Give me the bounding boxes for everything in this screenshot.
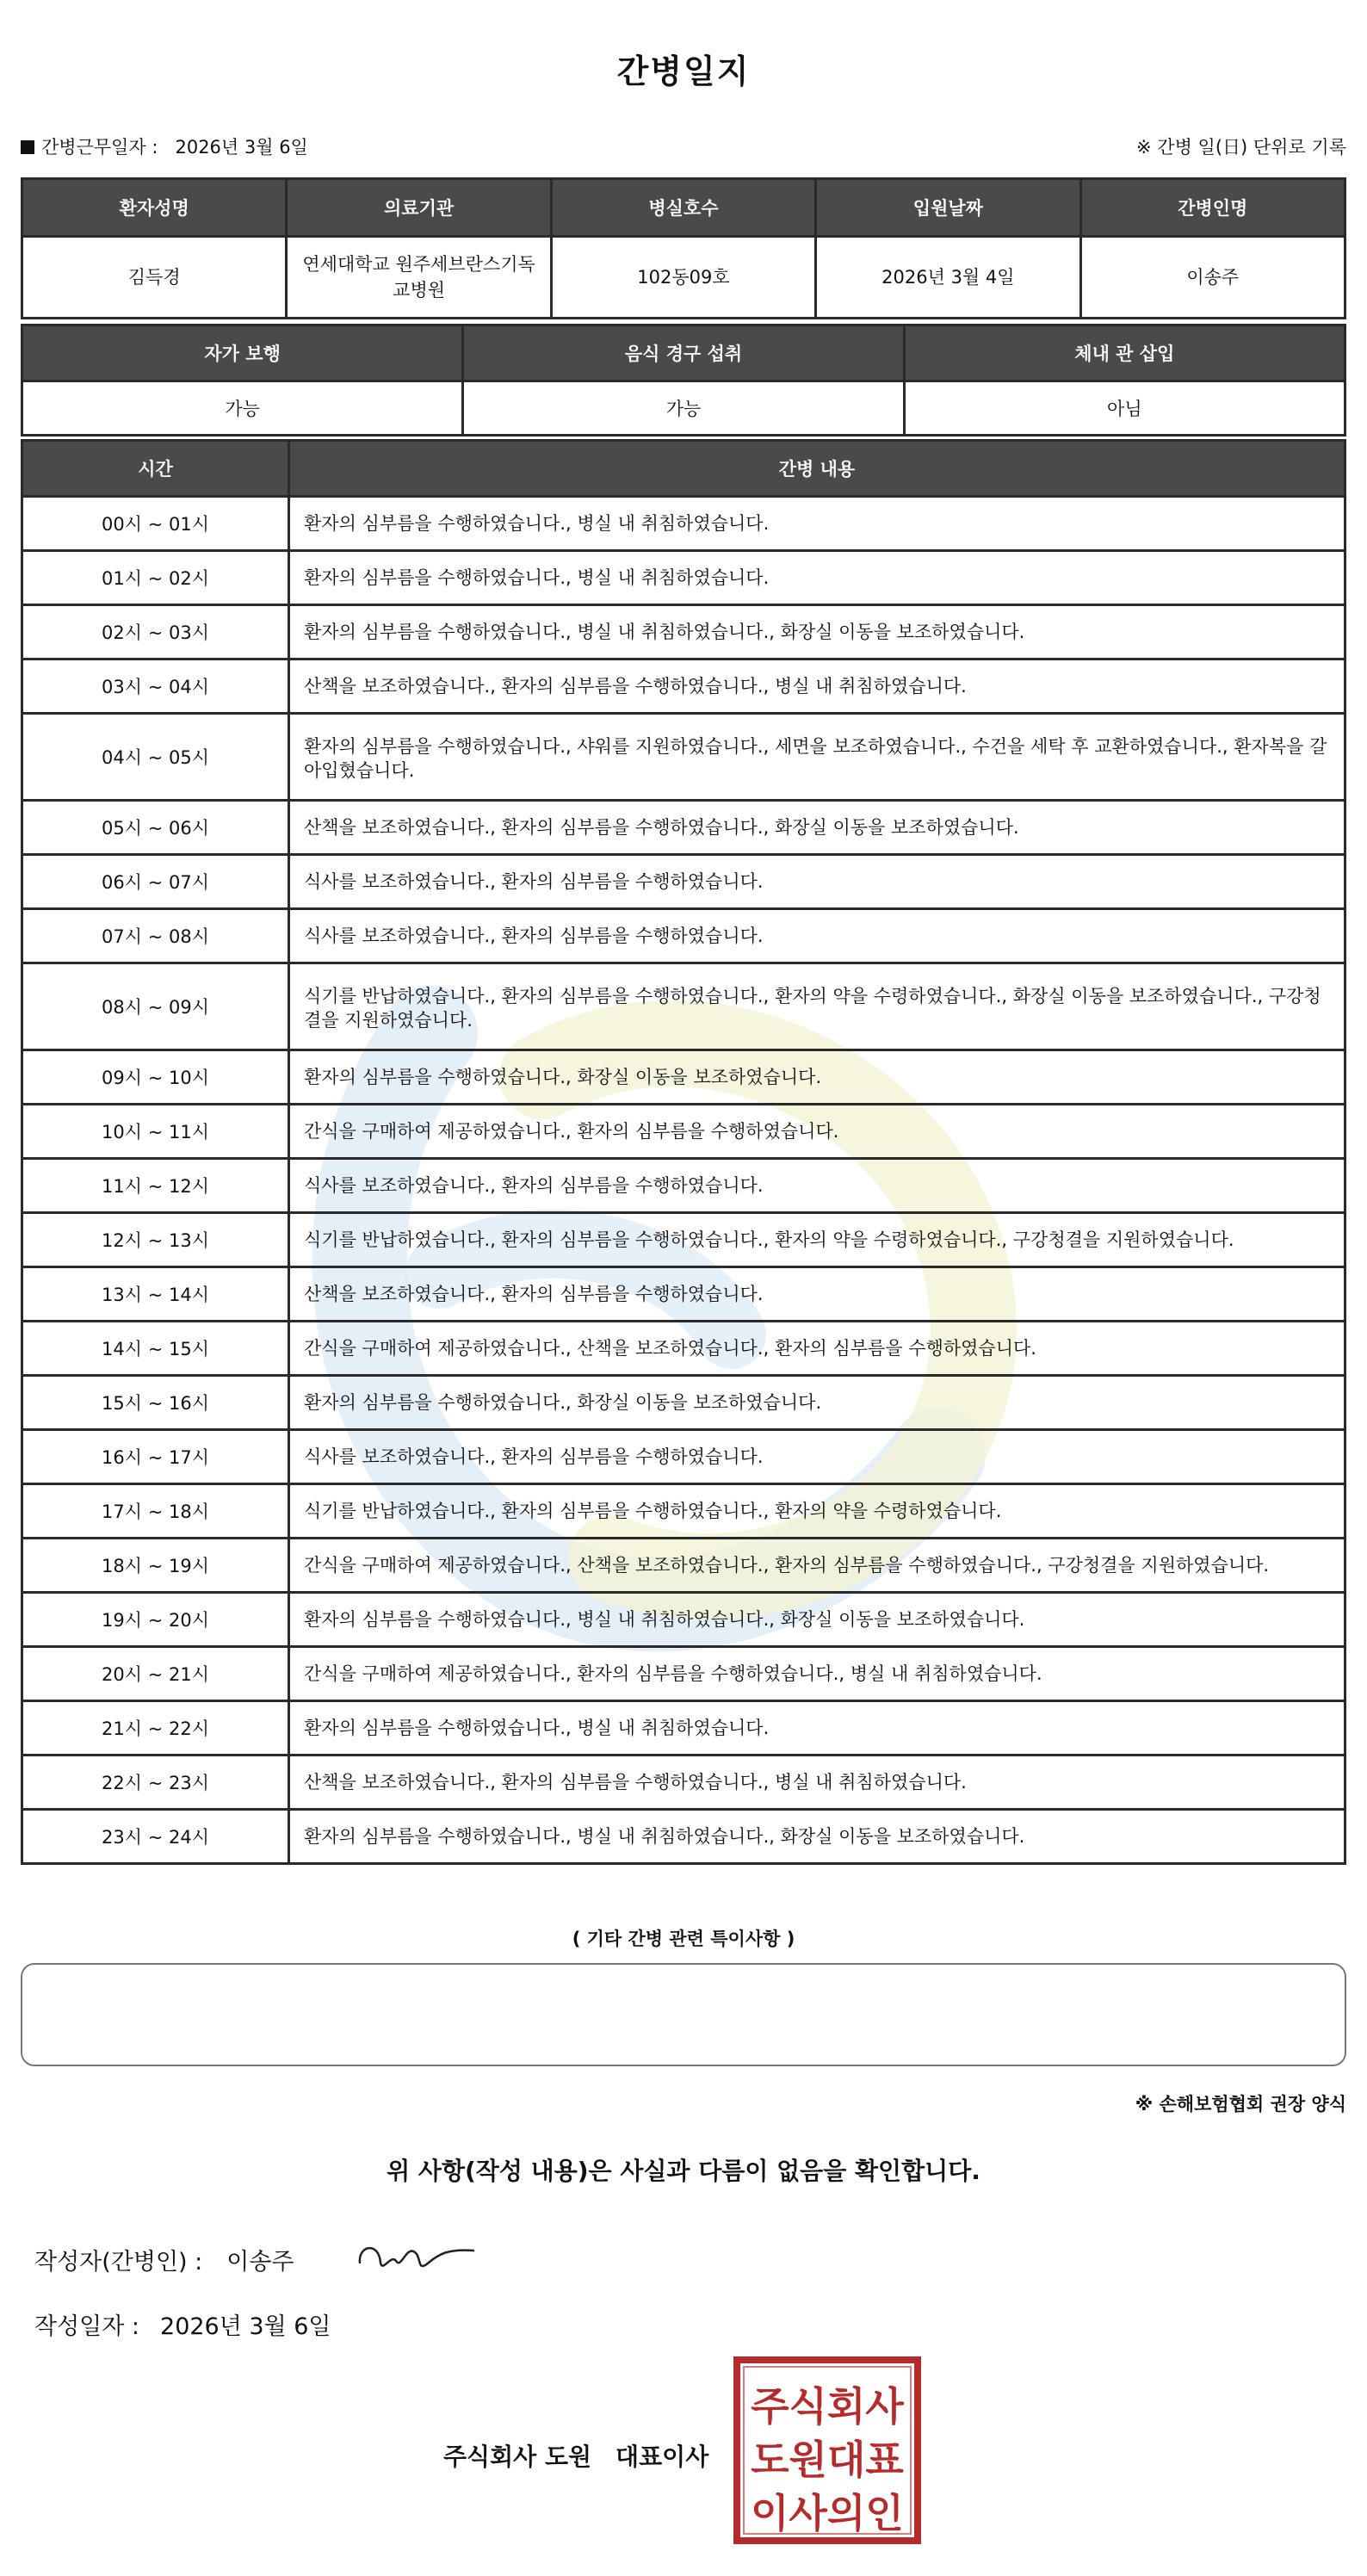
content-cell: 식사를 보조하였습니다., 환자의 심부름을 수행하였습니다. [289, 1430, 1345, 1484]
table-row [22, 1701, 1345, 1756]
patient-info-table [21, 177, 1346, 319]
content-cell: 식기를 반납하였습니다., 환자의 심부름을 수행하였습니다., 환자의 약을 수령하였습니다., 화장실 이동을 보조하였습니다., 구강청결을 지원하였습니다. [289, 963, 1345, 1050]
content-cell: 식사를 보조하였습니다., 환자의 심부름을 수행하였습니다. [289, 1159, 1345, 1213]
writer-label: 작성자(간병인) : [34, 2249, 203, 2276]
table-row [22, 1647, 1345, 1701]
table-row [22, 1593, 1345, 1647]
time-cell: 18시 ~ 19시 [22, 1539, 289, 1593]
time-cell: 20시 ~ 21시 [22, 1647, 289, 1701]
header-patient-name: 환자성명 [22, 179, 287, 237]
table-row [22, 1050, 1345, 1105]
table-row [22, 1756, 1345, 1810]
caregiver-name: 이송주 [1080, 237, 1345, 319]
content-cell: 식기를 반납하였습니다., 환자의 심부름을 수행하였습니다., 환자의 약을 수령하였습니다., 구강청결을 지원하였습니다. [289, 1213, 1345, 1267]
content-cell: 간식을 구매하여 제공하였습니다., 산책을 보조하였습니다., 환자의 심부름을 수행하였습니다. [289, 1322, 1345, 1376]
hospital-name: 연세대학교 원주세브란스기독교병원 [287, 237, 551, 319]
oral-intake-value: 가능 [463, 381, 904, 436]
table-row [22, 659, 1345, 714]
table-row [22, 1810, 1345, 1864]
table-row [22, 605, 1345, 659]
ceo-title: 대표이사 [615, 2443, 709, 2471]
content-cell: 환자의 심부름을 수행하였습니다., 병실 내 취침하였습니다. [289, 497, 1345, 551]
header-time: 시간 [22, 441, 289, 497]
work-date-label: 간병근무일자 : [41, 137, 158, 158]
table-row [22, 1430, 1345, 1484]
company-name: 주식회사 도원 [443, 2443, 592, 2471]
time-cell: 10시 ~ 11시 [22, 1105, 289, 1159]
written-date-label: 작성일자 : [34, 2313, 140, 2340]
recommend-note: ※ 손해보험협회 권장 양식 [1135, 2094, 1346, 2115]
content-cell: 환자의 심부름을 수행하였습니다., 병실 내 취침하였습니다., 화장실 이동을 보조하였습니다. [289, 605, 1345, 659]
content-cell: 산책을 보조하였습니다., 환자의 심부름을 수행하였습니다., 병실 내 취침하였습니다. [289, 1756, 1345, 1810]
writer-line [34, 2243, 294, 2276]
special-notes-box [21, 1963, 1346, 2066]
table-header-row [22, 441, 1345, 497]
table-row [22, 714, 1345, 801]
time-cell: 12시 ~ 13시 [22, 1213, 289, 1267]
written-date-value: 2026년 3월 6일 [160, 2313, 331, 2340]
svg-text:도원대표: 도원대표 [751, 2437, 904, 2483]
content-cell: 환자의 심부름을 수행하였습니다., 화장실 이동을 보조하였습니다. [289, 1376, 1345, 1430]
table-row [22, 381, 1345, 436]
content-cell: 환자의 심부름을 수행하였습니다., 병실 내 취침하였습니다., 화장실 이동을 보조하였습니다. [289, 1810, 1345, 1864]
self-walking-value: 가능 [22, 381, 463, 436]
content-cell: 식사를 보조하였습니다., 환자의 심부름을 수행하였습니다. [289, 909, 1345, 963]
time-cell: 19시 ~ 20시 [22, 1593, 289, 1647]
time-cell: 15시 ~ 16시 [22, 1376, 289, 1430]
page-title: 간병일지 [616, 53, 751, 90]
table-row [22, 1105, 1345, 1159]
header-self-walking: 자가 보행 [22, 325, 463, 381]
content-cell: 환자의 심부름을 수행하였습니다., 샤워를 지원하였습니다., 세면을 보조하였습니다., 수건을 세탁 후 교환하였습니다., 환자복을 갈아입혔습니다. [289, 714, 1345, 801]
content-cell: 환자의 심부름을 수행하였습니다., 병실 내 취침하였습니다. [289, 1701, 1345, 1756]
time-cell: 08시 ~ 09시 [22, 963, 289, 1050]
header-care-content: 간병 내용 [289, 441, 1345, 497]
table-row [22, 1322, 1345, 1376]
time-cell: 09시 ~ 10시 [22, 1050, 289, 1105]
header-hospital: 의료기관 [287, 179, 551, 237]
content-cell: 산책을 보조하였습니다., 환자의 심부름을 수행하였습니다., 화장실 이동을 보조하였습니다. [289, 801, 1345, 855]
confirmation-statement: 위 사항(작성 내용)은 사실과 다름이 없음을 확인합니다. [387, 2157, 980, 2185]
patient-name: 김득경 [22, 237, 287, 319]
header-caregiver-name: 간병인명 [1080, 179, 1345, 237]
written-date-line [34, 2307, 331, 2341]
time-cell: 05시 ~ 06시 [22, 801, 289, 855]
table-row [22, 1213, 1345, 1267]
time-cell: 13시 ~ 14시 [22, 1267, 289, 1322]
table-row [22, 1539, 1345, 1593]
content-cell: 환자의 심부름을 수행하였습니다., 병실 내 취침하였습니다. [289, 551, 1345, 605]
company-seal-stamp [732, 2355, 923, 2546]
table-row [22, 551, 1345, 605]
content-cell: 식사를 보조하였습니다., 환자의 심부름을 수행하였습니다. [289, 855, 1345, 909]
signature-mark [353, 2228, 482, 2280]
table-row [22, 801, 1345, 855]
time-cell: 11시 ~ 12시 [22, 1159, 289, 1213]
table-row [22, 909, 1345, 963]
room-number: 102동09호 [551, 237, 815, 319]
table-row [22, 237, 1345, 319]
table-header-row [22, 179, 1345, 237]
time-cell: 17시 ~ 18시 [22, 1484, 289, 1539]
tube-insertion-value: 아님 [904, 381, 1345, 436]
company-line [443, 2438, 708, 2473]
work-date-value: 2026년 3월 6일 [175, 137, 308, 158]
meta-row [21, 133, 1346, 161]
header-oral-intake: 음식 경구 섭취 [463, 325, 904, 381]
content-cell: 산책을 보조하였습니다., 환자의 심부름을 수행하였습니다., 병실 내 취침하였습니다. [289, 659, 1345, 714]
record-note: ※ 간병 일(日) 단위로 기록 [1136, 137, 1346, 158]
care-log-table [21, 439, 1346, 1865]
table-row [22, 963, 1345, 1050]
time-cell: 16시 ~ 17시 [22, 1430, 289, 1484]
header-admission-date: 입원날짜 [816, 179, 1080, 237]
time-cell: 21시 ~ 22시 [22, 1701, 289, 1756]
content-cell: 식기를 반납하였습니다., 환자의 심부름을 수행하였습니다., 환자의 약을 수령하였습니다. [289, 1484, 1345, 1539]
time-cell: 01시 ~ 02시 [22, 551, 289, 605]
square-bullet-icon [21, 140, 34, 154]
header-tube-insertion: 체내 관 삽입 [904, 325, 1345, 381]
time-cell: 02시 ~ 03시 [22, 605, 289, 659]
admission-date: 2026년 3월 4일 [816, 237, 1080, 319]
time-cell: 23시 ~ 24시 [22, 1810, 289, 1864]
special-notes-title: ( 기타 간병 관련 특이사항 ) [572, 1929, 795, 1949]
content-cell: 산책을 보조하였습니다., 환자의 심부름을 수행하였습니다. [289, 1267, 1345, 1322]
work-date-line [21, 133, 308, 159]
table-row [22, 1267, 1345, 1322]
svg-text:주식회사: 주식회사 [751, 2383, 904, 2430]
svg-text:이사의인: 이사의인 [751, 2490, 904, 2536]
content-cell: 환자의 심부름을 수행하였습니다., 병실 내 취침하였습니다., 화장실 이동을 보조하였습니다. [289, 1593, 1345, 1647]
header-room: 병실호수 [551, 179, 815, 237]
table-row [22, 855, 1345, 909]
table-row [22, 497, 1345, 551]
content-cell: 간식을 구매하여 제공하였습니다., 환자의 심부름을 수행하였습니다., 병실 내 취침하였습니다. [289, 1647, 1345, 1701]
time-cell: 03시 ~ 04시 [22, 659, 289, 714]
patient-status-table [21, 324, 1346, 437]
time-cell: 06시 ~ 07시 [22, 855, 289, 909]
table-row [22, 1376, 1345, 1430]
time-cell: 07시 ~ 08시 [22, 909, 289, 963]
content-cell: 환자의 심부름을 수행하였습니다., 화장실 이동을 보조하였습니다. [289, 1050, 1345, 1105]
content-cell: 간식을 구매하여 제공하였습니다., 환자의 심부름을 수행하였습니다. [289, 1105, 1345, 1159]
writer-name: 이송주 [226, 2249, 294, 2276]
table-row [22, 1484, 1345, 1539]
time-cell: 14시 ~ 15시 [22, 1322, 289, 1376]
time-cell: 22시 ~ 23시 [22, 1756, 289, 1810]
table-row [22, 1159, 1345, 1213]
time-cell: 04시 ~ 05시 [22, 714, 289, 801]
content-cell: 간식을 구매하여 제공하였습니다., 산책을 보조하였습니다., 환자의 심부름을 수행하였습니다., 구강청결을 지원하였습니다. [289, 1539, 1345, 1593]
time-cell: 00시 ~ 01시 [22, 497, 289, 551]
table-header-row [22, 325, 1345, 381]
